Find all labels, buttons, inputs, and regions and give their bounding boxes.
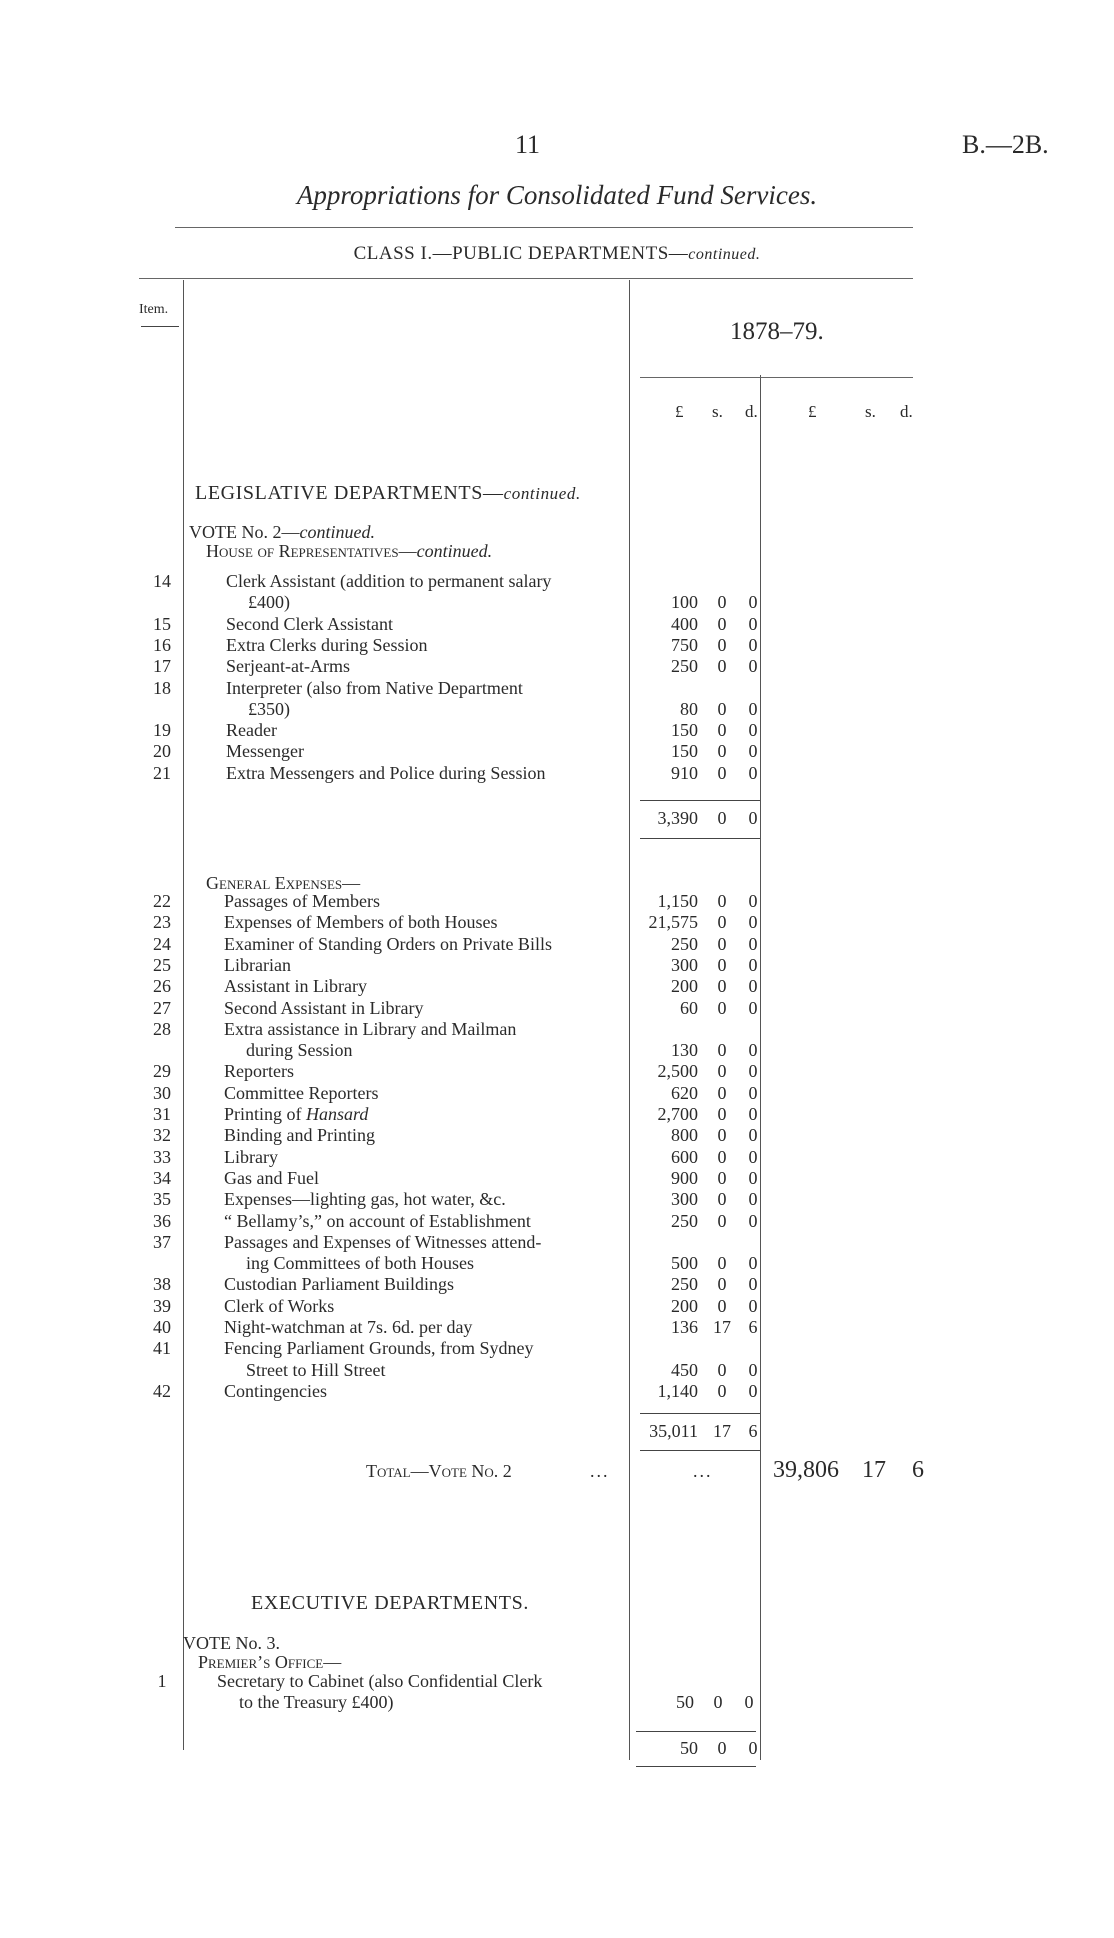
- item-pounds: 21,575: [648, 912, 698, 933]
- item-number: 40: [153, 1317, 171, 1337]
- line-item-amount: [0, 1189, 1114, 1210]
- item-pounds: 150: [671, 741, 698, 762]
- item-pounds: 400: [671, 613, 698, 634]
- item-pence: 0: [748, 912, 758, 933]
- item-shillings: 17: [713, 1317, 731, 1337]
- item-pounds: 250: [671, 933, 698, 954]
- item-pounds: 60: [680, 997, 698, 1018]
- item-number: 29: [153, 1061, 171, 1082]
- item-number: 22: [153, 891, 171, 911]
- item-description-text: Binding and Printing: [224, 1125, 376, 1146]
- item-number: 26: [153, 976, 171, 997]
- item-pence: 0: [748, 1040, 758, 1061]
- line-item-amount: [0, 1274, 1114, 1295]
- vote-total-mid: ...: [693, 1461, 713, 1481]
- item-description-italic: Hansard: [306, 1104, 369, 1124]
- item-number: 18: [153, 677, 171, 698]
- page-title: Appropriations for Consolidated Fund Services.: [296, 180, 818, 210]
- vote-2-text: VOTE No. 2—: [189, 522, 300, 542]
- table-top-rule: [139, 278, 913, 279]
- line-item-amount: [0, 1692, 1114, 1713]
- line-item-amount: [0, 763, 1114, 784]
- line-item-amount: [0, 955, 1114, 976]
- item-description-cont: £350): [248, 698, 290, 719]
- vote-2-cont: continued.: [299, 522, 375, 542]
- executive-subtotal-rule-bottom: [636, 1766, 756, 1767]
- line-item-amount: [0, 891, 1114, 912]
- item-shillings: 0: [717, 912, 727, 933]
- subtotal-shillings: 17: [713, 1421, 731, 1441]
- item-pounds: 150: [671, 720, 698, 741]
- house-cont: continued.: [416, 541, 493, 561]
- item-description-text: Gas and Fuel: [224, 1167, 319, 1188]
- pound-col-a: £: [675, 402, 684, 421]
- pence-col-b: d.: [900, 402, 913, 421]
- item-pence: 0: [748, 1104, 758, 1124]
- item-number: 27: [153, 997, 171, 1018]
- item-number: 19: [153, 720, 171, 741]
- executive-subtotal: [0, 1738, 1114, 1759]
- item-pounds: 1,150: [657, 891, 698, 911]
- item-pounds: 900: [671, 1167, 698, 1188]
- item-shillings: 0: [717, 1210, 727, 1231]
- item-number: 34: [153, 1167, 171, 1188]
- item-description: [226, 571, 551, 592]
- line-item-amount: [0, 592, 1114, 613]
- vote-3-heading: VOTE No. 3.: [183, 1633, 280, 1653]
- item-pounds: 100: [671, 592, 698, 613]
- item-shillings: 0: [717, 762, 727, 783]
- item-number: 23: [153, 912, 171, 933]
- item-pence: 0: [748, 891, 758, 911]
- item-pounds: 2,500: [657, 1061, 698, 1082]
- subtotal-pounds: 35,011: [649, 1421, 698, 1441]
- item-description-text: Expenses—lighting gas, hot water, &c.: [224, 1189, 506, 1210]
- item-description-text: Custodian Parliament Buildings: [224, 1274, 454, 1295]
- line-item-amount: [0, 1061, 1114, 1082]
- page-reference: B.—2B.: [962, 130, 1049, 159]
- item-pence: 0: [748, 1061, 758, 1082]
- line-item: [0, 1232, 1114, 1253]
- legislative-heading-cont: continued.: [503, 484, 581, 503]
- line-item-amount: [0, 635, 1114, 656]
- item-number: 36: [153, 1210, 171, 1231]
- item-shillings: 0: [717, 634, 727, 655]
- item-description-cont: ing Committees of both Houses: [246, 1253, 474, 1274]
- legislative-subtotal-rule-top: [640, 800, 760, 801]
- item-number: 15: [153, 613, 171, 634]
- line-item-amount: [0, 1104, 1114, 1125]
- item-pounds: 50: [676, 1692, 694, 1713]
- item-pounds: 300: [671, 954, 698, 975]
- item-pence: 0: [748, 1146, 758, 1167]
- pound-col-b: £: [808, 402, 817, 421]
- legislative-heading-text: LEGISLATIVE DEPARTMENTS—: [195, 482, 504, 504]
- item-description-text: Extra Clerks during Session: [226, 634, 428, 655]
- year-rule: [640, 377, 913, 378]
- line-item-amount: [0, 998, 1114, 1019]
- item-description-text: Assistant in Library: [224, 976, 367, 997]
- vote-total-pounds: 39,806: [773, 1457, 839, 1483]
- item-description-cont: £400): [248, 592, 290, 613]
- item-pounds: 450: [671, 1359, 698, 1380]
- item-description-text: Second Assistant in Library: [224, 997, 424, 1018]
- shilling-col-b: s.: [865, 402, 876, 421]
- item-pence: 0: [748, 720, 758, 741]
- subtotal-pence: 6: [748, 1421, 758, 1441]
- item-description-cont: during Session: [246, 1040, 353, 1061]
- item-description-text: Secretary to Cabinet (also Confidential Clerk: [217, 1671, 543, 1691]
- vote-total-pence: 6: [912, 1457, 924, 1483]
- item-shillings: 0: [717, 891, 727, 911]
- item-number: 39: [153, 1295, 171, 1316]
- vote-total-label: Total—Vote No. 2: [366, 1461, 512, 1481]
- item-shillings: 0: [717, 1082, 727, 1103]
- item-number: 16: [153, 634, 171, 655]
- item-description-text: Second Clerk Assistant: [226, 613, 393, 634]
- item-description-text: Passages and Expenses of Witnesses attend-: [224, 1231, 542, 1252]
- item-description: [224, 1232, 541, 1253]
- item-shillings: 0: [717, 954, 727, 975]
- item-number: 38: [153, 1274, 171, 1295]
- general-subtotal-rule-top: [640, 1413, 760, 1414]
- class-heading: [0, 243, 1114, 265]
- item-pence: 0: [748, 1167, 758, 1188]
- item-pence: 0: [748, 997, 758, 1018]
- premier-office-heading: Premier’s Office—: [198, 1652, 342, 1672]
- item-pence: 0: [748, 762, 758, 783]
- item-number: 42: [153, 1380, 171, 1401]
- item-shillings: 0: [717, 1274, 727, 1295]
- item-pence: 0: [748, 933, 758, 954]
- line-item-amount: [0, 741, 1114, 762]
- item-pence: 0: [748, 1295, 758, 1316]
- item-shillings: 0: [717, 997, 727, 1018]
- item-number: 14: [153, 571, 171, 591]
- vote-total-label-dots: ...: [590, 1461, 610, 1481]
- item-description: [226, 678, 523, 699]
- item-pence: 6: [748, 1317, 758, 1337]
- item-description-cont: to the Treasury £400): [239, 1692, 394, 1713]
- item-pence: 0: [748, 634, 758, 655]
- executive-heading: EXECUTIVE DEPARTMENTS.: [251, 1592, 529, 1614]
- line-item-amount: [0, 1040, 1114, 1061]
- item-column-header: Item.: [139, 302, 169, 317]
- item-number: 25: [153, 954, 171, 975]
- item-pounds: 750: [671, 634, 698, 655]
- item-pence: 0: [748, 1380, 758, 1401]
- item-shillings: 0: [717, 1253, 727, 1274]
- item-number: 30: [153, 1082, 171, 1103]
- item-number: 24: [153, 933, 171, 954]
- item-pence: 0: [748, 592, 758, 613]
- executive-subtotal-rule-top: [636, 1731, 756, 1732]
- line-item-amount: [0, 1168, 1114, 1189]
- item-description: [224, 1019, 516, 1040]
- subtotal-shillings: 0: [717, 1738, 727, 1758]
- item-shillings: 0: [717, 976, 727, 997]
- item-pence: 0: [748, 1359, 758, 1380]
- item-number: 28: [153, 1018, 171, 1039]
- class-heading-cont: continued.: [688, 246, 761, 263]
- item-shillings: 0: [717, 720, 727, 741]
- item-shillings: 0: [717, 1061, 727, 1082]
- item-shillings: 0: [717, 1125, 727, 1146]
- item-pounds: 250: [671, 1210, 698, 1231]
- item-pounds: 250: [671, 1274, 698, 1295]
- subtotal-pence: 0: [748, 1738, 758, 1758]
- item-pounds: 200: [671, 976, 698, 997]
- item-description-text: Extra Messengers and Police during Session: [226, 762, 546, 783]
- line-item: [0, 1019, 1114, 1040]
- line-item-amount: [0, 1317, 1114, 1338]
- item-shillings: 0: [717, 1359, 727, 1380]
- item-pounds: 600: [671, 1146, 698, 1167]
- item-description-text: Contingencies: [224, 1380, 327, 1401]
- item-pence: 0: [748, 741, 758, 762]
- item-description-text: Extra assistance in Library and Mailman: [224, 1018, 517, 1039]
- line-item-amount: [0, 1211, 1114, 1232]
- line-item-amount: [0, 934, 1114, 955]
- line-item-amount: [0, 912, 1114, 933]
- legislative-subtotal-rule-bottom: [640, 838, 760, 839]
- item-pounds: 130: [671, 1040, 698, 1061]
- item-shillings: 0: [717, 1167, 727, 1188]
- item-number: 32: [153, 1125, 171, 1146]
- item-description-text: Reader: [226, 720, 277, 741]
- line-item: [0, 678, 1114, 699]
- item-description-text: Clerk Assistant (addition to permanent salary: [226, 571, 552, 591]
- item-number: 20: [153, 741, 171, 762]
- legislative-heading: [195, 482, 581, 505]
- item-description: [224, 1338, 533, 1359]
- item-number: 35: [153, 1189, 171, 1210]
- item-pounds: 1,140: [657, 1380, 698, 1401]
- house-heading: [206, 541, 492, 562]
- item-pence: 0: [748, 954, 758, 975]
- item-number: 33: [153, 1146, 171, 1167]
- line-item-amount: [0, 1083, 1114, 1104]
- line-item: [0, 1338, 1114, 1359]
- item-shillings: 0: [717, 613, 727, 634]
- item-number: 17: [153, 656, 171, 677]
- item-pence: 0: [744, 1692, 754, 1713]
- item-pence: 0: [748, 698, 758, 719]
- line-item-amount: [0, 1125, 1114, 1146]
- line-item-amount: [0, 1253, 1114, 1274]
- item-shillings: 0: [717, 1380, 727, 1401]
- line-item-amount: [0, 1381, 1114, 1402]
- subtotal-shillings: 0: [717, 808, 727, 828]
- item-number: 37: [153, 1231, 171, 1252]
- item-shillings: 0: [717, 1189, 727, 1210]
- subtotal-pence: 0: [748, 808, 758, 828]
- item-description-text: Examiner of Standing Orders on Private Bills: [224, 933, 552, 954]
- item-pounds: 910: [671, 762, 698, 783]
- item-number: 41: [153, 1338, 171, 1359]
- item-pounds: 80: [680, 698, 698, 719]
- legislative-subtotal: [0, 808, 1114, 829]
- subtotal-pounds: 3,390: [657, 808, 698, 828]
- item-shillings: 0: [717, 933, 727, 954]
- item-shillings: 0: [717, 1104, 727, 1124]
- item-pence: 0: [748, 1189, 758, 1210]
- item-pence: 0: [748, 1210, 758, 1231]
- item-pounds: 800: [671, 1125, 698, 1146]
- item-number: 21: [153, 762, 171, 783]
- item-shillings: 0: [717, 592, 727, 613]
- item-shillings: 0: [713, 1692, 723, 1713]
- item-description-text: Expenses of Members of both Houses: [224, 912, 498, 933]
- item-number: 31: [153, 1104, 171, 1124]
- item-shillings: 0: [717, 698, 727, 719]
- general-heading: General Expenses—: [206, 873, 361, 893]
- item-pounds: 250: [671, 656, 698, 677]
- item-description: [217, 1671, 542, 1692]
- item-description-text: Reporters: [224, 1061, 294, 1082]
- item-shillings: 0: [717, 1040, 727, 1061]
- item-description-cont: Street to Hill Street: [246, 1359, 386, 1380]
- line-item: [0, 571, 1114, 592]
- subtotal-pounds: 50: [680, 1738, 698, 1758]
- item-pounds: 300: [671, 1189, 698, 1210]
- line-item-amount: [0, 1360, 1114, 1381]
- item-pence: 0: [748, 1082, 758, 1103]
- line-item-amount: [0, 1147, 1114, 1168]
- title-rule: [175, 227, 913, 228]
- item-pounds: 620: [671, 1082, 698, 1103]
- page-number: 11: [515, 130, 541, 159]
- item-header-rule: [141, 326, 179, 327]
- item-pounds: 500: [671, 1253, 698, 1274]
- item-pence: 0: [748, 1253, 758, 1274]
- general-subtotal: [0, 1421, 1114, 1442]
- line-item-amount: [0, 614, 1114, 635]
- item-shillings: 0: [717, 656, 727, 677]
- vote-total-shillings: 17: [862, 1457, 886, 1483]
- item-pence: 0: [748, 1274, 758, 1295]
- class-heading-text: CLASS I.—PUBLIC DEPARTMENTS—: [353, 243, 689, 264]
- year-header: 1878–79.: [730, 318, 824, 345]
- line-item-amount: [0, 699, 1114, 720]
- item-pence: 0: [748, 1125, 758, 1146]
- vote-2-heading: [189, 522, 375, 543]
- general-subtotal-rule-bottom: [640, 1450, 760, 1451]
- item-description-text: Committee Reporters: [224, 1082, 379, 1103]
- item-shillings: 0: [717, 1295, 727, 1316]
- item-pounds: 2,700: [657, 1104, 698, 1124]
- item-pence: 0: [748, 613, 758, 634]
- item-description-text: Messenger: [226, 741, 304, 762]
- item-pounds: 200: [671, 1295, 698, 1316]
- item-description-text: “ Bellamy’s,” on account of Establishment: [224, 1210, 531, 1231]
- house-text: House of Representatives—: [206, 541, 417, 561]
- item-shillings: 0: [717, 1146, 727, 1167]
- line-item-amount: [0, 1296, 1114, 1317]
- item-description-text: Interpreter (also from Native Department: [226, 677, 523, 698]
- item-description-text: Fencing Parliament Grounds, from Sydney: [224, 1338, 534, 1359]
- item-number: 1: [157, 1671, 167, 1691]
- item-description-text: Serjeant-at-Arms: [226, 656, 350, 677]
- shilling-col-a: s.: [712, 402, 723, 421]
- item-description-text: Librarian: [224, 954, 291, 975]
- item-pence: 0: [748, 656, 758, 677]
- line-item: [0, 1671, 1114, 1692]
- item-description-text: Library: [224, 1146, 278, 1167]
- pence-col-a: d.: [745, 402, 758, 421]
- item-pounds: 136: [671, 1317, 698, 1337]
- item-description-text: Printing of: [224, 1104, 307, 1124]
- item-shillings: 0: [717, 741, 727, 762]
- item-description-text: Night-watchman at 7s. 6d. per day: [224, 1317, 473, 1337]
- item-description-text: Clerk of Works: [224, 1295, 335, 1316]
- line-item-amount: [0, 720, 1114, 741]
- line-item-amount: [0, 656, 1114, 677]
- item-description-text: Passages of Members: [224, 891, 380, 911]
- line-item-amount: [0, 976, 1114, 997]
- item-pence: 0: [748, 976, 758, 997]
